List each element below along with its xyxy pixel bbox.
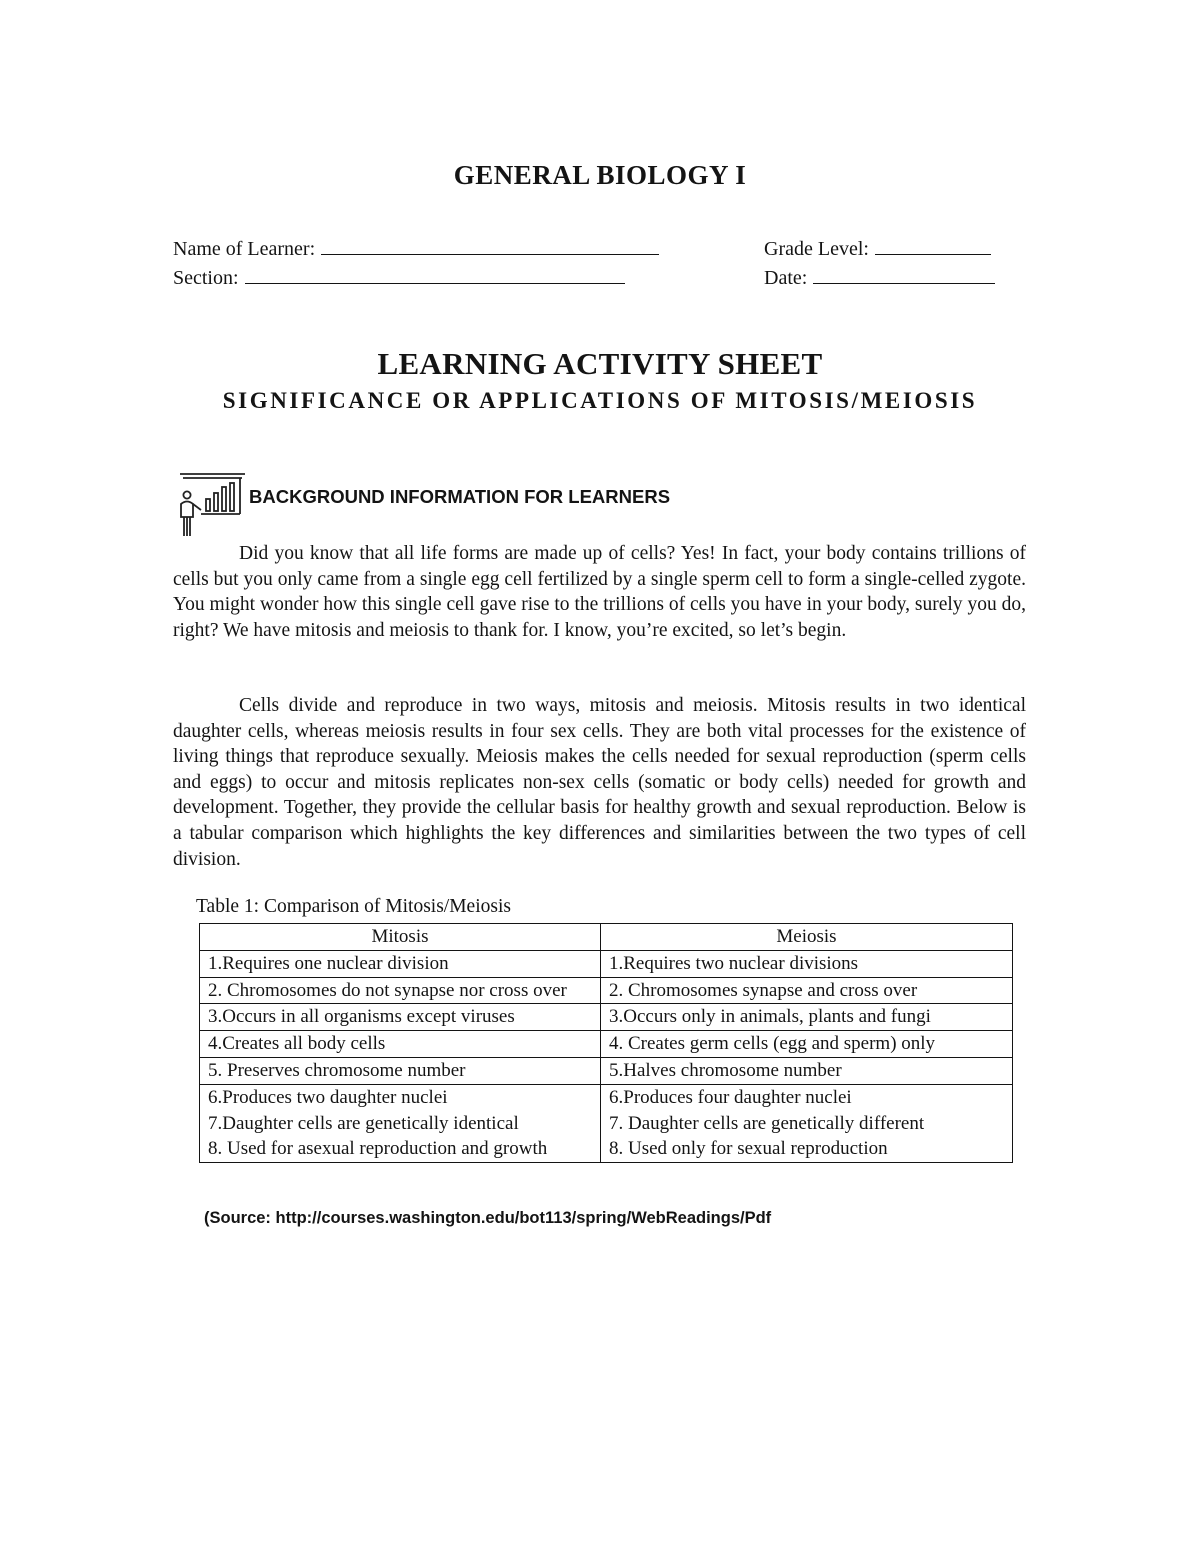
meiosis-cell [601, 950, 1013, 977]
mitosis-cell [200, 1004, 601, 1031]
presenter-chart-icon [177, 472, 247, 542]
mitosis-cell [200, 1031, 601, 1058]
intro-paragraph: Did you know that all life forms are made up of cells? Yes! In fact, your body contains trillions of cells but you only came from a single egg cell fertilized by a single sperm cell to form a single-celled zygote. You might wonder how this single cell gave rise to the trillions of cells you have in your body, surely you do, right? We have mitosis and meiosis to thank for. I know, you’re excited, so let’s begin. [173, 543, 1026, 641]
meiosis-cell [601, 1031, 1013, 1058]
table-caption: Table 1: Comparison of Mitosis/Meiosis [196, 896, 511, 917]
mitosis-cell [200, 1057, 601, 1084]
name-blank-line[interactable] [321, 236, 659, 255]
section-blank-line[interactable] [245, 265, 625, 284]
cell-line: 4.Creates all body cells [208, 1033, 386, 1055]
table-row [200, 977, 1013, 1004]
date-field [764, 265, 995, 290]
sheet-subtitle: SIGNIFICANCE OR APPLICATIONS OF MITOSIS/MEIOSIS [222, 388, 978, 413]
cell-line: 7.Daughter cells are genetically identical [208, 1112, 519, 1134]
date-label: Date: [764, 267, 808, 289]
meiosis-cell [601, 977, 1013, 1004]
date-blank-line[interactable] [813, 265, 995, 284]
comparison-table [199, 923, 1013, 1163]
cell-line: 8. Used for asexual reproduction and growth [208, 1138, 548, 1160]
cell-line: 1.Requires two nuclear divisions [609, 952, 859, 974]
cell-line: 3.Occurs in all organisms except viruses [208, 1006, 515, 1028]
cell-line: 5.Halves chromosome number [609, 1059, 842, 1081]
header-meiosis: Meiosis [601, 924, 1013, 951]
grade-field [764, 236, 991, 261]
cell-line: 8. Used only for sexual reproduction [609, 1138, 888, 1160]
grade-label: Grade Level: [764, 238, 869, 260]
cell-line: 4. Creates germ cells (egg and sperm) only [609, 1033, 936, 1055]
cell-line: 2. Chromosomes do not synapse nor cross over [208, 979, 567, 1001]
mitosis-cell [200, 950, 601, 977]
cell-line: 2. Chromosomes synapse and cross over [609, 979, 918, 1001]
cell-line: 6.Produces four daughter nuclei [609, 1086, 852, 1108]
sheet-title: LEARNING ACTIVITY SHEET [377, 346, 823, 381]
source-citation: (Source: http://courses.washington.edu/bot113/spring/WebReadings/Pdf [204, 1209, 772, 1227]
table-row [200, 950, 1013, 977]
table-row [200, 1031, 1013, 1058]
section-label: Section: [173, 267, 239, 289]
cell-line: 6.Produces two daughter nuclei [208, 1086, 448, 1108]
cell-division-paragraph: Cells divide and reproduce in two ways, mitosis and meiosis. Mitosis results in two identical daughter cells, whereas meiosis results in four sex cells. They are both vital processes for the existence of living things that reproduce sexually. Meiosis makes the cells needed for sexual reproduction (sperm cells and eggs) to occur and mitosis replicates non-sex cells (somatic or body cells) needed for growth and development. Together, they provide the cellular basis for healthy growth and sexual reproduction. Below is a tabular comparison which highlights the key differences and similarities between the two types of cell division. [173, 695, 1026, 870]
grade-blank-line[interactable] [875, 236, 991, 255]
name-label: Name of Learner: [173, 238, 316, 260]
cell-line: 3.Occurs only in animals, plants and fungi [609, 1006, 931, 1028]
table-row [200, 1084, 1013, 1162]
meiosis-cell [601, 1004, 1013, 1031]
table-header-row [200, 924, 1013, 951]
meiosis-cell [601, 1057, 1013, 1084]
meiosis-cell [601, 1084, 1013, 1162]
mitosis-cell [200, 1084, 601, 1162]
header-mitosis: Mitosis [200, 924, 601, 951]
course-title: GENERAL BIOLOGY I [453, 160, 747, 190]
cell-line: 7. Daughter cells are genetically different [609, 1112, 925, 1134]
cell-line: 1.Requires one nuclear division [208, 952, 449, 974]
name-field [173, 236, 659, 261]
cell-line: 5. Preserves chromosome number [208, 1059, 466, 1081]
table-row [200, 1057, 1013, 1084]
mitosis-cell [200, 977, 601, 1004]
section-heading: BACKGROUND INFORMATION FOR LEARNERS [249, 486, 671, 507]
section-field [173, 265, 625, 290]
table-row [200, 1004, 1013, 1031]
